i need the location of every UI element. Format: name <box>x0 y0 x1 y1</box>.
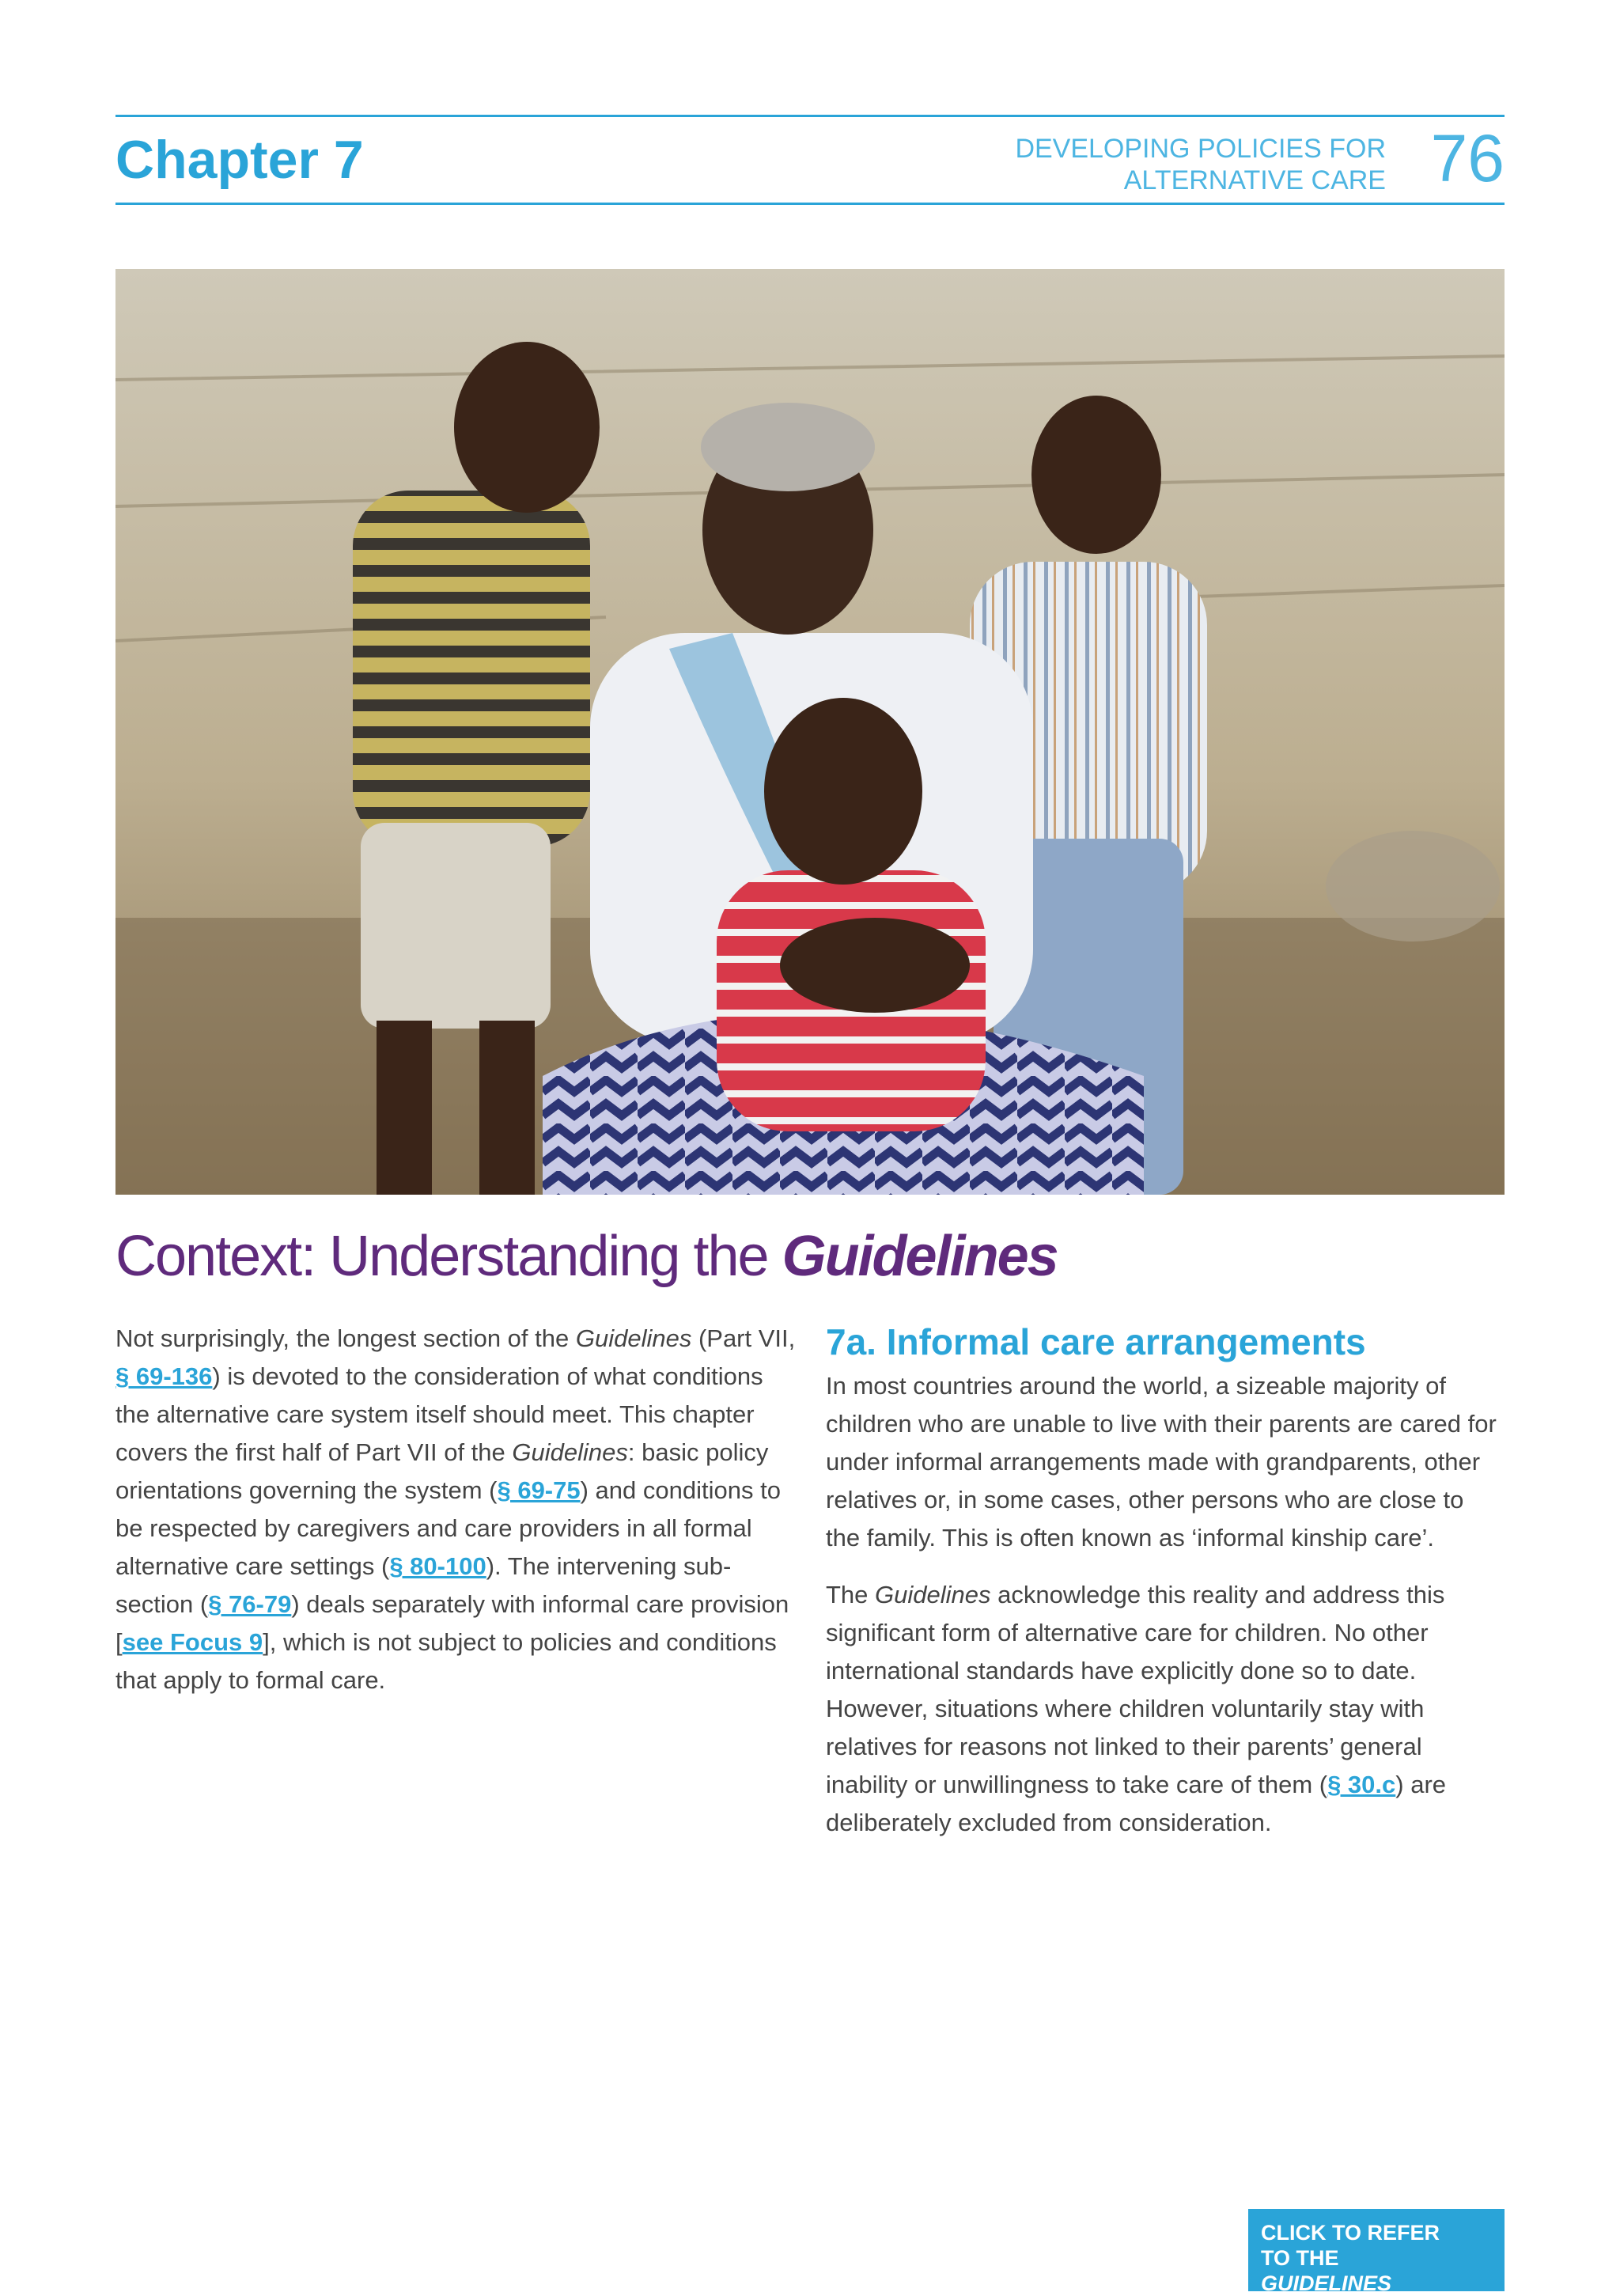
italic-run: Guidelines <box>875 1581 991 1608</box>
text-run: ). The intervening sub-section ( <box>115 1552 732 1618</box>
refer-button-line-1: CLICK TO REFER <box>1261 2221 1440 2245</box>
text-run: ) are deliberately excluded from consideration. <box>826 1771 1447 1836</box>
text-run: ], which is not subject to policies and conditions that apply to formal care. <box>115 1628 777 1694</box>
photo-grandmother-with-three-children-icon <box>115 269 1505 1195</box>
link-s69-136[interactable]: § 69-136 <box>115 1362 213 1390</box>
text-run: : basic policy orientations governing the system ( <box>115 1438 769 1504</box>
paragraph-guidelines-acknowledge <box>826 1576 1505 1842</box>
section-heading-text: Context: Understanding the <box>115 1225 782 1288</box>
link-s80-100[interactable]: § 80-100 <box>389 1552 486 1580</box>
italic-run: Guidelines <box>575 1324 692 1352</box>
subsection-heading: 7a. Informal care arrangements <box>826 1321 1366 1362</box>
refer-to-guidelines-button[interactable] <box>1248 2209 1505 2295</box>
left-column-text <box>115 1320 796 1718</box>
chapter-title: Chapter 7 <box>115 130 364 190</box>
running-head-line-2: ALTERNATIVE CARE <box>1123 165 1386 195</box>
text-run: (Part VII, <box>691 1324 796 1352</box>
italic-run: Guidelines <box>512 1438 628 1466</box>
refer-button-line-2 <box>1261 2245 1492 2296</box>
link-s76-79[interactable]: § 76-79 <box>208 1590 292 1618</box>
text-run: ) and conditions to be respected by caregivers and care providers in all formal alternative care settings ( <box>115 1476 781 1580</box>
italic-run: GUIDELINES <box>1261 2271 1392 2295</box>
text-run: ) is devoted to the consideration of what conditions the alternative care system itself should meet. This chapter covers the first half of Part VII of the <box>115 1362 763 1466</box>
paragraph-informal-care: In most countries around the world, a sizeable majority of children who are unable to live with their parents are cared for under informal arrangements made with grandparents, other relatives or, in some cases, other persons who are close to the family. This is often known as ‘informal kinship care’. <box>826 1372 1497 1552</box>
running-head <box>880 133 1386 196</box>
running-head-line-1: DEVELOPING POLICIES FOR <box>1015 134 1386 164</box>
link-s69-75[interactable]: § 69-75 <box>497 1476 581 1504</box>
link-see-focus-9[interactable]: see Focus 9 <box>122 1628 263 1656</box>
text-run: The <box>826 1581 876 1608</box>
chapter-photo <box>115 269 1505 1195</box>
text-run: ) deals separately with informal care provision [ <box>115 1590 789 1656</box>
header-bottom-rule <box>115 203 1505 205</box>
header-top-rule <box>115 115 1505 117</box>
page-number: 76 <box>1430 121 1505 195</box>
intro-paragraph <box>115 1320 796 1699</box>
text-run: Not surprisingly, the longest section of the <box>115 1324 576 1352</box>
link-s30c[interactable]: § 30.c <box>1327 1771 1396 1798</box>
section-heading <box>115 1225 1058 1288</box>
right-column-text <box>826 1320 1505 1861</box>
text-run: TO THE <box>1261 2246 1339 2270</box>
section-heading-emphasis: Guidelines <box>782 1225 1058 1288</box>
text-run: acknowledge this reality and address this significant form of alternative care for children. No other international standards have explicitly done so to date. However, situations where children voluntarily stay with relatives for reasons not linked to their parents’ general inability or unwillingness to take care of them ( <box>826 1581 1445 1798</box>
